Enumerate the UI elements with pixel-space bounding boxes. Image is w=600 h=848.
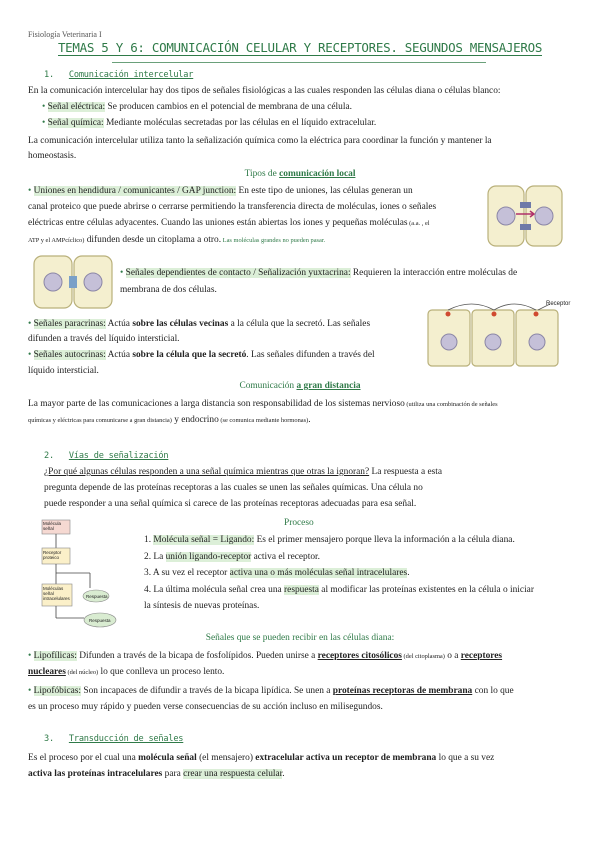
distance-underlined: a gran distancia	[296, 381, 361, 391]
local-underlined: comunicación local	[279, 169, 356, 179]
contact-line-2: membrana de dos células.	[120, 285, 217, 295]
chemical-text: Mediante moléculas secretadas por las células en el líquido extracelular.	[103, 118, 377, 128]
lipofo-label: Lipofóbicas:	[33, 686, 82, 696]
lipo-u2: receptores	[460, 651, 503, 661]
step-1-h: Molécula señal = Ligando:	[153, 535, 255, 545]
distance-pre: Comunicación	[239, 381, 297, 391]
section-2-number: 2.	[44, 451, 54, 461]
lipo-1: Difunden a través de la bicapa de fosfolípidos. Pueden unirse a	[76, 651, 318, 661]
chemical-label: Señal química:	[47, 118, 104, 128]
local-comm-heading	[0, 169, 600, 179]
step-1-a: 1.	[144, 535, 154, 545]
lipofo-1: Son incapaces de difundir a través de la bicapa lipídica. Se unen a	[81, 686, 333, 696]
s3-1b: molécula señal	[138, 753, 197, 763]
diag-oval-2: Respuesta	[89, 618, 111, 623]
course-header: Fisiología Veterinaria I	[28, 30, 102, 39]
paracrine-autocrine-figure	[424, 300, 574, 370]
section-1-number: 1.	[44, 70, 54, 80]
s3-1c: (el mensajero)	[196, 753, 256, 763]
paracrine-line-1: • Señales paracrinas: Actúa sobre las células vecinas a la célula que la secretó. Las señales	[28, 319, 371, 329]
lipo-s2: (del núcleo)	[65, 669, 99, 676]
s3-2c: crear una respuesta celular	[183, 769, 283, 779]
process-diagram	[40, 518, 140, 630]
autocrine-label: Señales autocrinas:	[33, 350, 106, 360]
autocrine-line-1: • Señales autocrinas: Actúa sobre la célula que la secretó. Las señales difunden a través del	[28, 350, 375, 360]
contact-text-1: Requieren la interacción entre moléculas de	[350, 268, 518, 278]
s3-line-1	[28, 751, 494, 767]
lipo-1b: o a	[444, 651, 461, 661]
process-step-2	[144, 550, 320, 566]
s3-1e: lo que a su vez	[436, 753, 495, 763]
electric-text: Se producen cambios en el potencial de membrana de una célula.	[105, 102, 352, 112]
s1-summary-1: La comunicación intercelular utiliza tanto la señalización química como la eléctrica para coordinar la función y mantener la	[28, 136, 492, 146]
autocrine-line-2: líquido intersticial.	[28, 366, 99, 376]
lipofo-line-2: es un proceso muy rápido y pueden verse consecuencias de su acción incluso en milisegundos.	[28, 702, 383, 712]
contact-cells-figure	[32, 254, 114, 312]
distance-heading	[0, 381, 600, 391]
autocrine-bold: sobre la célula que la secretó	[132, 350, 247, 360]
title-rule	[112, 62, 486, 63]
gap-text-3: eléctricas entre células adyacentes. Cuando las uniones están abiertas los iones y pequeñas moléculas	[28, 218, 408, 228]
gap-line-3	[28, 216, 430, 232]
gap-text-4: difunden desde un citoplama a otro.	[84, 235, 222, 245]
title-text: TEMAS 5 Y 6: COMUNICACIÓN CELULAR Y RECEPTORES. SEGUNDOS MENSAJEROS	[57, 40, 543, 55]
step-4-b: al modificar las proteínas existentes en la célula o iniciar	[318, 585, 534, 595]
distance-2s: químicas y eléctricas para comunicarse a gran distancia)	[28, 417, 172, 424]
s3-2a: activa las proteínas intracelulares	[28, 769, 163, 779]
local-pre: Tipos de	[244, 169, 280, 179]
s3-1d: extracelular activa un receptor de membrana	[255, 753, 437, 763]
gap-small-3: (a.a. , el	[407, 220, 430, 227]
step-1-b: Es el primer mensajero porque lleva la información a la célula diana.	[254, 535, 515, 545]
electric-label: Señal eléctrica:	[47, 102, 106, 112]
s1-summary-2: homeostasis.	[28, 151, 77, 161]
diag-box-3: Moléculas señal intracelulares	[43, 586, 70, 601]
s2-q-1: La respuesta a esta	[369, 467, 443, 477]
section-3-title: Transducción de señales	[68, 734, 184, 744]
process-step-3	[144, 566, 410, 582]
section-2-title: Vías de señalización	[68, 451, 169, 461]
distance-2b: .	[308, 415, 311, 425]
section-2-heading	[44, 451, 168, 461]
gap-line-4	[28, 233, 325, 249]
signals-title: Señales que se pueden recibir en las células diana:	[205, 633, 395, 643]
contact-label: Señales dependientes de contacto / Señalización yuxtacrina:	[125, 268, 351, 278]
distance-line-1	[28, 397, 498, 413]
step-3-a: 3. A su vez el receptor	[144, 568, 230, 578]
diag-box-2: Receptor proteico	[43, 550, 62, 560]
s3-line-2	[28, 767, 285, 783]
paracrine-label: Señales paracrinas:	[33, 319, 106, 329]
lipofo-line-1: • Lipofóbicas: Son incapaces de difundir a través de la bicapa lipídica. Se unen a proteínas receptoras de membrana con lo que	[28, 686, 514, 696]
gap-line-2: canal proteico que puede abrirse o cerrarse permitiendo la transferencia directa de moléculas, iones o señales	[28, 202, 437, 212]
gap-text-1: En este tipo de uniones, las células generan un	[236, 186, 413, 196]
gap-label: Uniones en hendidura / comunicantes / GAP junction:	[33, 186, 237, 196]
diag-box-1: Molécula señal	[43, 521, 62, 531]
lipo-u1: receptores citosólicos	[317, 651, 402, 661]
s3-2d: .	[282, 769, 285, 779]
paracrine-1a: Actúa	[105, 319, 133, 329]
diag-oval-1: Respuesta	[86, 594, 108, 599]
lipo-label: Lipofílicas:	[33, 651, 77, 661]
paracrine-bold: sobre las células vecinas	[132, 319, 229, 329]
s2-question: ¿Por qué algunas células responden a una señal química mientras que otras la ignoran?	[44, 467, 370, 477]
process-step-4	[144, 583, 534, 599]
distance-1a: La mayor parte de las comunicaciones a larga distancia son responsabilidad de los sistemas nervioso	[28, 399, 405, 409]
step-2-b: activa el receptor.	[251, 552, 320, 562]
process-step-1	[144, 533, 515, 549]
distance-line-2	[28, 413, 311, 429]
lipo-u2b: nucleares	[28, 667, 66, 677]
paracrine-1c: a la célula que la secretó. Las señales	[228, 319, 371, 329]
step-2-h: unión ligando-receptor	[165, 552, 252, 562]
gap-small-4: ATP y el AMPcíclico)	[28, 237, 85, 244]
step-3-b: .	[407, 568, 410, 578]
receptor-label: Receptor	[546, 301, 571, 307]
lipofo-u: proteínas receptoras de membrana	[332, 686, 473, 696]
s1-bullet-chemical: • Señal química: Mediante moléculas secretadas por las células en el líquido extracelular.	[42, 118, 377, 128]
autocrine-1c: . Las señales difunden a través del	[246, 350, 375, 360]
autocrine-1a: Actúa	[105, 350, 133, 360]
distance-2s2: (se comunica mediante hormonas)	[218, 417, 309, 424]
section-1-title: Comunicación intercelular	[68, 70, 194, 80]
section-3-number: 3.	[44, 734, 54, 744]
lipo-2: lo que conlleva un proceso lento.	[98, 667, 225, 677]
s2-line-2: pregunta depende de las proteínas receptoras a las cuales se unen las señales químicas. Una célula no	[44, 483, 423, 493]
step-4-h: respuesta	[284, 585, 319, 595]
lipo-s1: (del citoplasma)	[401, 653, 445, 660]
section-1-heading	[44, 70, 193, 80]
gap-line-1: • Uniones en hendidura / comunicantes / GAP junction: En este tipo de uniones, las células generan un	[28, 186, 413, 196]
paracrine-line-2: difunden a través del líquido intersticial.	[28, 334, 180, 344]
s3-2b: para	[162, 769, 184, 779]
process-title: Proceso	[284, 518, 314, 528]
gap-junction-figure	[486, 184, 566, 250]
lipofo-1b: con lo que	[472, 686, 514, 696]
distance-1s: (utiliza una combinación de señales	[404, 401, 498, 408]
s2-line-3: puede responder a una señal química si carece de las proteínas receptoras adecuadas para esa señal.	[44, 499, 417, 509]
section-3-heading	[44, 734, 183, 744]
s1-intro: En la comunicación intercelular hay dos tipos de señales fisiológicas a las cuales responden las células diana o células blanco:	[28, 86, 501, 96]
contact-line-1: • Señales dependientes de contacto / Señalización yuxtacrina: Requieren la interacción entre moléculas de	[120, 268, 518, 278]
step-2-a: 2. La	[144, 552, 166, 562]
s2-line-1	[44, 465, 442, 481]
s3-1a: Es el proceso por el cual una	[28, 753, 139, 763]
s1-bullet-electric: • Señal eléctrica: Se producen cambios en el potencial de membrana de una célula.	[42, 102, 352, 112]
gap-green-4: Las moléculas grandes no pueden pasar.	[221, 237, 326, 244]
step-3-h: activa una o más moléculas señal intracelulares	[229, 568, 408, 578]
step-4-a: 4. La última molécula señal crea una	[144, 585, 285, 595]
page-title	[0, 40, 600, 55]
lipo-line-2	[28, 665, 224, 681]
process-step-4-cont: la síntesis de nuevas proteínas.	[144, 601, 260, 611]
lipo-line-1: • Lipofílicas: Difunden a través de la bicapa de fosfolípidos. Pueden unirse a receptores citosólicos (del citoplasma) o a receptores	[28, 651, 503, 661]
distance-2a: y endocrino	[171, 415, 219, 425]
